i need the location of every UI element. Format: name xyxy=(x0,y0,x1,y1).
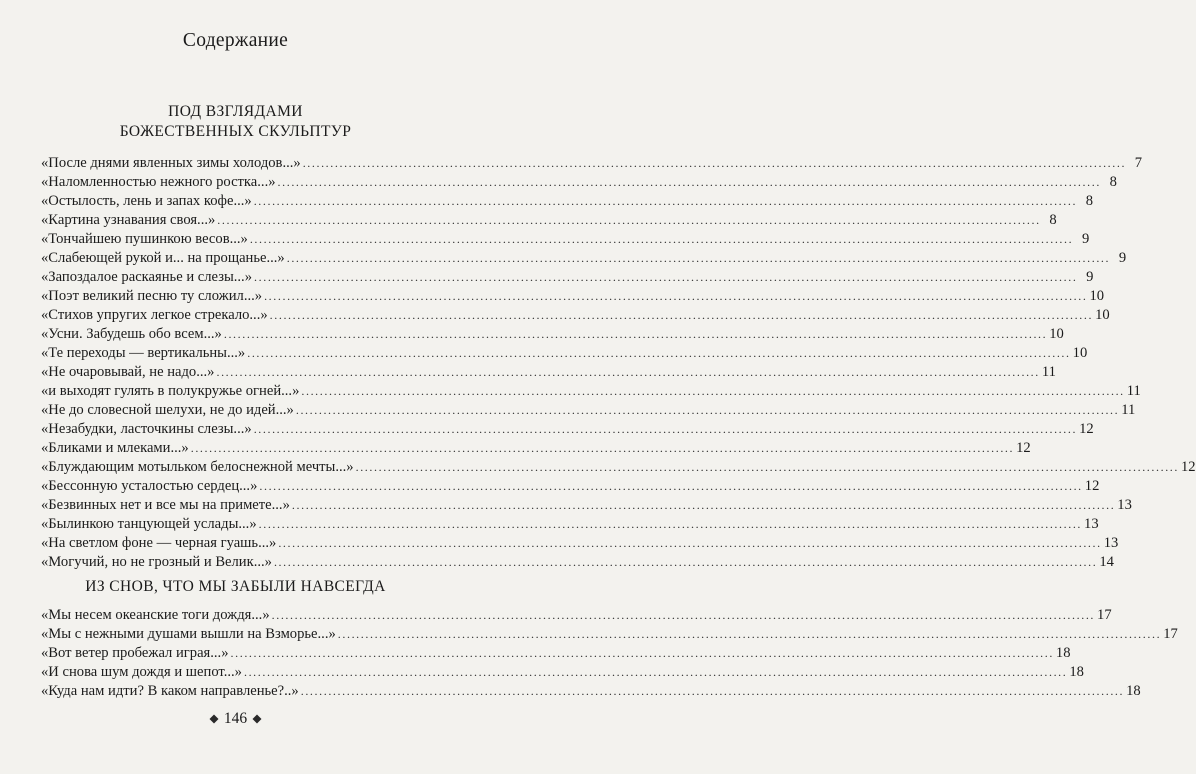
toc-entry xyxy=(41,173,1117,192)
toc-entry-title: «Наломленностью нежного ростка...» xyxy=(41,174,276,190)
fleuron-icon xyxy=(252,714,262,724)
toc-entry-title: «Запоздалое раскаянье и слезы...» xyxy=(41,269,253,285)
toc-entry xyxy=(41,306,1110,325)
dot-leader xyxy=(217,211,1040,230)
section-heading-1 xyxy=(0,102,471,142)
toc-entry-title: «и выходят гулять в полукружье огней...» xyxy=(41,383,300,399)
toc-entry-page: 10 xyxy=(1072,345,1088,361)
toc-entry-title: «Вот ветер пробежал играя...» xyxy=(41,645,229,661)
toc-entry xyxy=(41,287,1105,306)
dot-leader xyxy=(259,477,1082,496)
toc-entry-title: «Те переходы — вертикальны...» xyxy=(41,345,246,361)
dot-leader xyxy=(270,306,1093,325)
toc-entry-title: «Блуждающим мотыльком белоснежной мечты...» xyxy=(41,459,354,475)
dot-leader xyxy=(296,401,1119,420)
dot-leader xyxy=(278,534,1101,553)
dot-leader xyxy=(191,439,1014,458)
toc-entry xyxy=(41,625,1178,644)
page-folio xyxy=(0,710,471,728)
fleuron-icon xyxy=(209,714,219,724)
toc-entry-title: «Тончайшею пушинкою весов...» xyxy=(41,231,248,247)
toc-entry-page: 10 xyxy=(1049,326,1064,342)
toc-entry xyxy=(41,268,1094,287)
dot-leader xyxy=(278,173,1101,192)
toc-entry-title: «Картина узнавания своя...» xyxy=(41,212,216,228)
toc-entry-page: 18 xyxy=(1069,664,1084,680)
toc-entry-title: «Стихов упругих легкое стрекало...» xyxy=(41,307,268,323)
toc-entry-page: 8 xyxy=(1109,174,1117,190)
toc-entry-title: «И снова шум дождя и шепот...» xyxy=(41,664,242,680)
toc-entry-page: 11 xyxy=(1126,383,1141,399)
toc-entry-page: 11 xyxy=(1121,402,1136,418)
toc-entry-title: «Куда нам идти? В каком направленье?..» xyxy=(41,683,299,699)
toc-entry xyxy=(41,211,1057,230)
dot-leader xyxy=(250,230,1073,249)
toc-entry-page: 11 xyxy=(1041,364,1056,380)
dot-leader xyxy=(254,268,1077,287)
toc-entry xyxy=(41,644,1071,663)
toc-entry-title: «Мы несем океанские тоги дождя...» xyxy=(41,607,270,623)
toc-entry-title: «Не до словесной шелухи, не до идей...» xyxy=(41,402,294,418)
toc-entry xyxy=(41,682,1141,701)
toc-entry-page: 12 xyxy=(1181,459,1196,475)
toc-entry-title: «Безвинных нет и все мы на примете...» xyxy=(41,497,290,513)
toc-entry-title: «Слабеющей рукой и... на прощанье...» xyxy=(41,250,285,266)
toc-list-section-2 xyxy=(41,606,1178,701)
toc-entry xyxy=(41,363,1056,382)
toc-entry-title: «Остылость, лень и запах кофе...» xyxy=(41,193,252,209)
section-heading-2 xyxy=(0,577,471,597)
dot-leader xyxy=(303,154,1126,173)
toc-entry-page: 9 xyxy=(1086,269,1094,285)
toc-entry xyxy=(41,663,1084,682)
toc-entry-page: 17 xyxy=(1163,626,1178,642)
dot-leader xyxy=(356,458,1179,477)
toc-entry-page: 9 xyxy=(1118,250,1127,266)
section-heading-line: ИЗ СНОВ, ЧТО МЫ ЗАБЫЛИ НАВСЕГДА xyxy=(85,578,386,595)
toc-entry-page: 13 xyxy=(1103,535,1119,551)
toc-entry-title: «После днями явленных зимы холодов...» xyxy=(41,155,301,171)
toc-entry-title: «Не очаровывай, не надо...» xyxy=(41,364,215,380)
toc-entry xyxy=(41,382,1141,401)
toc-entry xyxy=(41,154,1143,173)
toc-entry-page: 12 xyxy=(1079,421,1094,437)
dot-leader xyxy=(301,682,1124,701)
toc-entry xyxy=(41,515,1099,534)
toc-entry-page: 12 xyxy=(1016,440,1031,456)
toc-entry xyxy=(41,606,1112,625)
toc-entry-page: 8 xyxy=(1085,193,1094,209)
dot-leader xyxy=(338,625,1161,644)
dot-leader xyxy=(254,192,1077,211)
toc-entry-page: 9 xyxy=(1081,231,1090,247)
dot-leader xyxy=(287,249,1110,268)
page-number: 146 xyxy=(223,710,248,727)
toc-entry xyxy=(41,458,1196,477)
toc-entry-page: 10 xyxy=(1089,288,1105,304)
dot-leader xyxy=(244,663,1067,682)
page-title: Содержание xyxy=(182,30,289,51)
dot-leader xyxy=(264,287,1087,306)
dot-leader xyxy=(224,325,1047,344)
toc-entry xyxy=(41,230,1090,249)
toc-entry-page: 7 xyxy=(1134,155,1143,171)
toc-entry-page: 17 xyxy=(1097,607,1112,623)
toc-entry xyxy=(41,439,1031,458)
toc-entry-title: «Былинкою танцующей услады...» xyxy=(41,516,257,532)
toc-entry xyxy=(41,344,1088,363)
toc-entry-page: 8 xyxy=(1049,212,1057,228)
dot-leader xyxy=(292,496,1115,515)
dot-leader xyxy=(231,644,1054,663)
toc-entry-page: 14 xyxy=(1099,554,1114,570)
toc-entry-page: 12 xyxy=(1084,478,1100,494)
toc-entry xyxy=(41,249,1127,268)
dot-leader xyxy=(259,515,1082,534)
dot-leader xyxy=(216,363,1039,382)
toc-entry-title: «Незабудки, ласточкины слезы...» xyxy=(41,421,252,437)
toc-entry-page: 10 xyxy=(1095,307,1110,323)
dot-leader xyxy=(274,553,1097,572)
toc-entry-title: «Бликами и млеками...» xyxy=(41,440,189,456)
toc-list-section-1 xyxy=(41,154,1196,572)
toc-entry-title: «Могучий, но не грозный и Велик...» xyxy=(41,554,272,570)
dot-leader xyxy=(254,420,1077,439)
toc-entry-title: «Бессонную усталостью сердец...» xyxy=(41,478,258,494)
toc-entry-title: «Мы с нежными душами вышли на Взморье...» xyxy=(41,626,336,642)
toc-entry-page: 13 xyxy=(1084,516,1099,532)
toc-entry xyxy=(41,401,1136,420)
toc-entry xyxy=(41,420,1094,439)
toc-entry-page: 18 xyxy=(1126,683,1141,699)
toc-entry xyxy=(41,477,1100,496)
dot-leader xyxy=(301,382,1124,401)
dot-leader xyxy=(247,344,1070,363)
toc-entry xyxy=(41,496,1132,515)
toc-entry xyxy=(41,553,1114,572)
toc-entry-title: «На светлом фоне — черная гуашь...» xyxy=(41,535,277,551)
toc-entry-page: 18 xyxy=(1055,645,1071,661)
toc-entry xyxy=(41,192,1094,211)
toc-entry xyxy=(41,534,1119,553)
toc-entry-title: «Усни. Забудешь обо всем...» xyxy=(41,326,222,342)
dot-leader xyxy=(272,606,1095,625)
section-heading-line: ПОД ВЗГЛЯДАМИ xyxy=(168,103,303,120)
toc-entry-page: 13 xyxy=(1117,497,1132,513)
section-heading-line: БОЖЕСТВЕННЫХ СКУЛЬПТУР xyxy=(119,123,352,140)
toc-entry-title: «Поэт великий песню ту сложил...» xyxy=(41,288,263,304)
toc-entry xyxy=(41,325,1064,344)
